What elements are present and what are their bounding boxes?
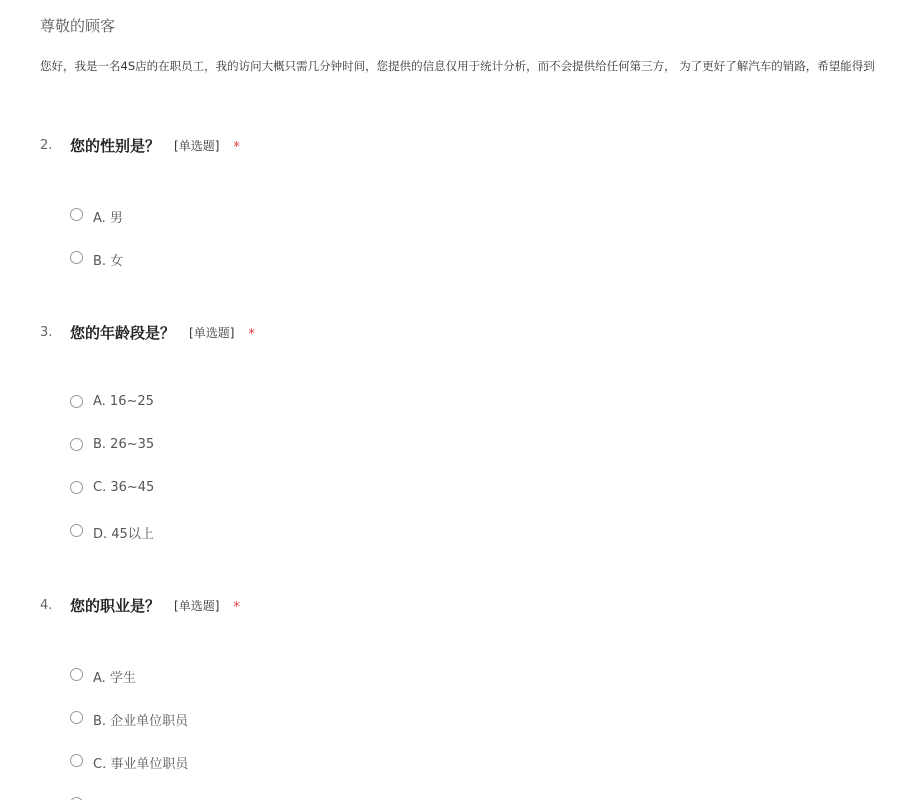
required-asterisk: * [248,327,255,342]
intro-text: 您好，我是一名4S店的在职员工，我的访问大概只需几分钟时间，您提供的信息仅用于统计分析，而不会提供给任何第三方， 为了更好了解汽车的销路，希望能得到 [40,59,875,73]
radio-button[interactable] [70,251,83,264]
option-label: A. 男 [93,211,123,226]
option-label: B. 26~35 [93,437,155,452]
radio-button[interactable] [70,395,83,408]
radio-button[interactable] [70,208,83,221]
option-label: A. 学生 [93,671,136,686]
radio-button[interactable] [70,711,83,724]
option-label: D. 45以上 [93,527,154,542]
question-title-text: 您的性别是？ [70,137,161,155]
question-number: 2. [40,138,53,153]
question-title [70,322,255,343]
question-title [70,595,240,616]
radio-button[interactable] [70,754,83,767]
radio-button[interactable] [70,524,83,537]
question-title-text: 您的职业是？ [70,597,161,615]
radio-button[interactable] [70,668,83,681]
question-title [70,135,240,156]
option-label: B. 企业单位职员 [93,714,189,729]
option-label: C. 36~45 [93,480,155,495]
question-number: 4. [40,598,53,613]
question-type-label: [单选题] [189,326,235,340]
option-label: A. 16~25 [93,394,154,409]
radio-button[interactable] [70,481,83,494]
greeting-heading: 尊敬的顾客 [40,17,116,35]
question-type-label: [单选题] [174,139,220,153]
required-asterisk: * [233,140,240,155]
option-label: C. 事业单位职员 [93,757,189,772]
radio-button[interactable] [70,438,83,451]
option-label: B. 女 [93,254,124,269]
required-asterisk: * [233,600,240,615]
question-number: 3. [40,325,53,340]
question-title-text: 您的年龄段是？ [70,324,176,342]
question-type-label: [单选题] [174,599,220,613]
